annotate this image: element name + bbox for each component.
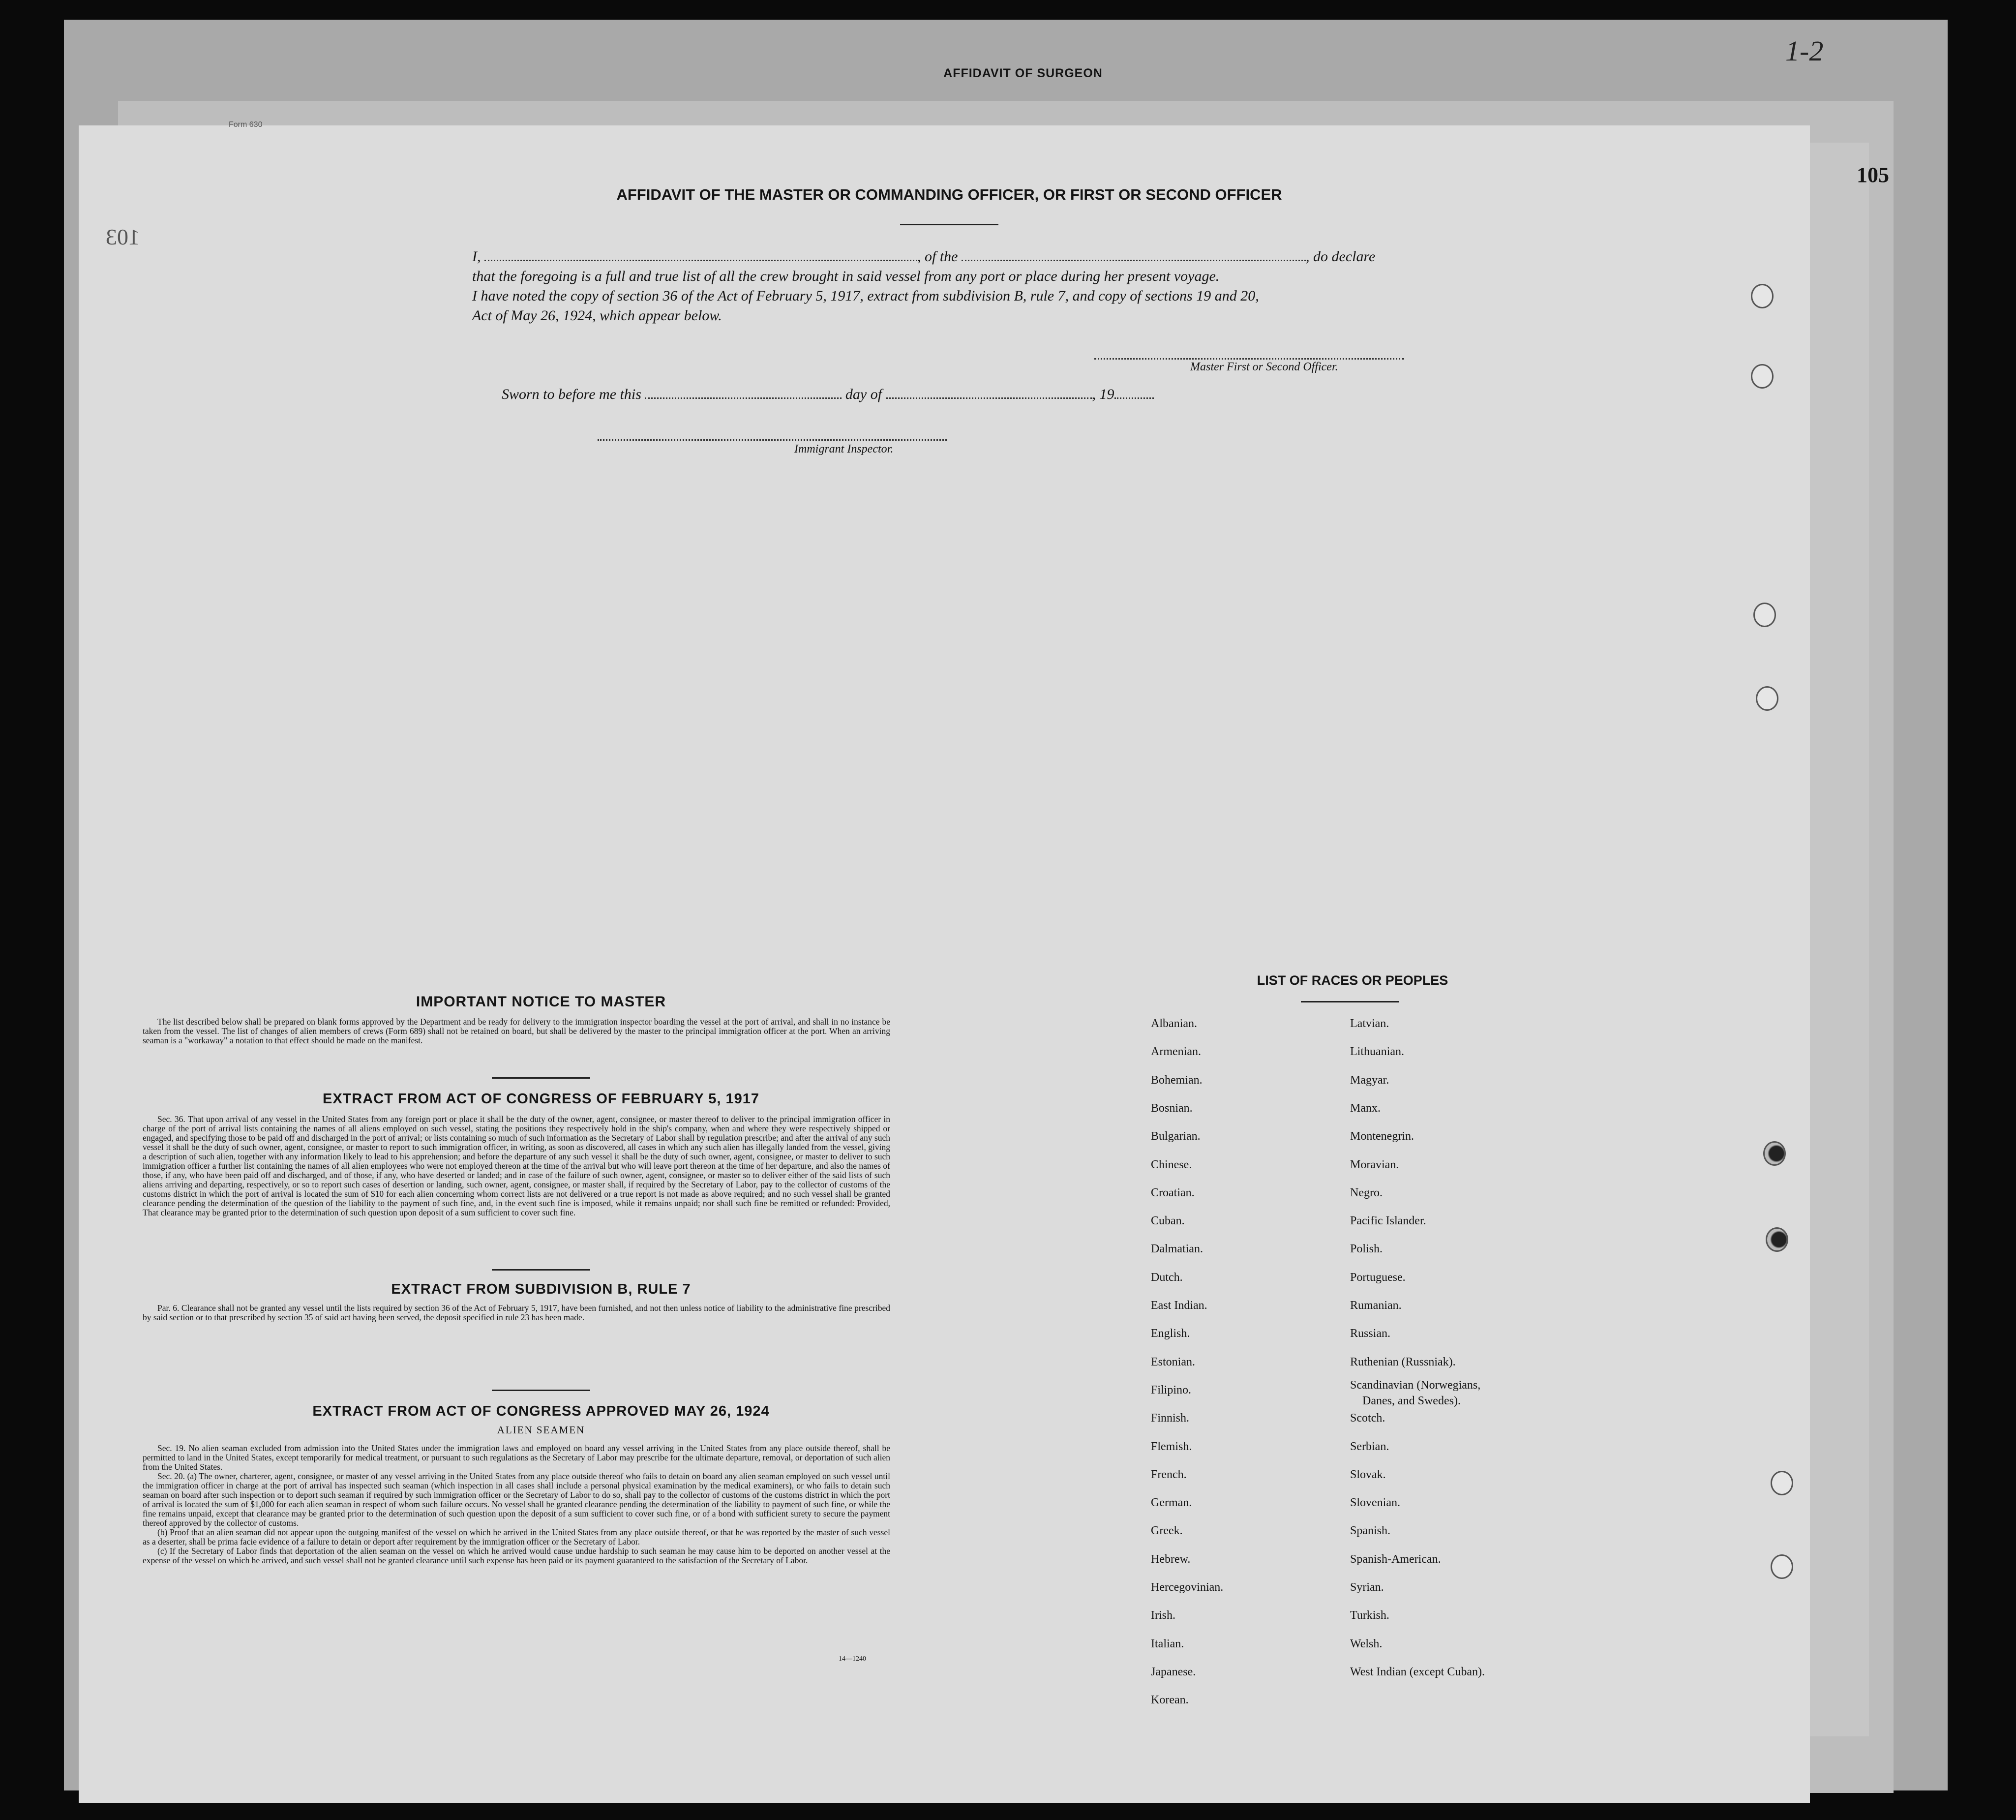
race-item: Negro. — [1350, 1186, 1383, 1199]
race-item: Cuban. — [1151, 1214, 1185, 1228]
race-item: Lithuanian. — [1350, 1045, 1404, 1059]
race-item: Latvian. — [1350, 1017, 1389, 1030]
margin-strip — [1810, 143, 1869, 1736]
section-36-paragraph: Sec. 36. That upon arrival of any vessel in the United States from any foreign port or place it shall be the duty of the owner, agent, consignee, or master thereof to deliver to the principal immigration officer in charge of the port of arrival lists containing the names of all aliens employed on such vessel, stating the positions they respectively hold in the ship's company, when and where they were respectively shipped or engaged, and specifying those to be paid off and discharged in the port of arrival; or lists containing so much of such information as the Secretary of Labor shall by regulation prescribe; and after the arrival of any such vessel it shall be the duty of such owner, agent, consignee, or master to report to such immigration officer, in writing, as soon as discovered, all cases in which any such alien has illegally landed from the vessel, giving a description of such alien, together with any information likely to lead to his apprehension; and before the departure of any such vessel it shall be the duty of such owner, agent, consignee, or master to deliver to such immigration officer a further list containing the names of all alien employees who were not employed thereon at the time of the arrival but who will leave port thereon at the time of her departure, and also the names of those, if any, who have been paid off and discharged, and of those, if any, who have deserted or landed; and in case of the failure of such owner, agent, consignee, or master so to deliver either of the said lists of such aliens arriving and departing, respectively, or so to report such cases of desertion or landing, such owner, agent, consignee, or master shall, if required by the Secretary of Labor, pay to the collector of customs of the customs district in which the port of arrival is located the sum of $10 for each alien concerning whom correct lists are not delivered or a true report is not made as above required; and no such vessel shall be granted clearance pending the determination of the question of the liability to the payment of such fine, and, in the event such fine is imposed, while it remains unpaid; nor shall such fine be remitted or refunded: Provided, That clearance may be granted prior to the determination of such question upon deposit of a sum sufficient to cover such fine. — [143, 1114, 890, 1217]
divider — [492, 1390, 590, 1391]
race-item: Greek. — [1151, 1524, 1183, 1538]
race-item: German. — [1151, 1496, 1192, 1510]
punch-hole — [1766, 1227, 1788, 1252]
race-item: Bulgarian. — [1151, 1130, 1201, 1143]
race-item: Portuguese. — [1350, 1271, 1406, 1284]
race-item: Japanese. — [1151, 1665, 1196, 1678]
race-item: Scotch. — [1350, 1412, 1385, 1425]
rule-7-paragraph: Par. 6. Clearance shall not be granted any vessel until the lists required by section 36 of the Act of February 5, 1917, have been furnished, and not then unless notice of liability to the administrative fine prescribed by said section or to that prescribed by section 35 of said act having been served, the deposit specified in rule 23 has been made. — [143, 1303, 890, 1322]
decl-i: I, — [472, 248, 481, 265]
race-item: Slovenian. — [1350, 1496, 1400, 1510]
race-item: Slovak. — [1350, 1468, 1386, 1481]
affidavit-title: AFFIDAVIT OF THE MASTER OR COMMANDING OFFICER, OR FIRST OR SECOND OFFICER — [616, 186, 1282, 203]
inspector-signature-line[interactable] — [598, 439, 947, 441]
divider — [1301, 1001, 1399, 1002]
declaration-line-4: Act of May 26, 1924, which appear below. — [472, 307, 722, 324]
bleed-through-number: 103 — [106, 224, 140, 249]
stamped-number: 105 — [1857, 163, 1889, 187]
punch-hole — [1763, 1141, 1786, 1166]
section-20c-paragraph: (c) If the Secretary of Labor finds that deportation of the alien seaman on the vessel on which he arrived would cause undue hardship to such seaman he may cause him to be deported on another vessel at the expense of the vessel on which he arrived, and such vessel shall not be granted clearance until such expense has been paid or its payment guaranteed to the satisfaction of the Secretary of Labor. — [143, 1546, 890, 1565]
race-item: East Indian. — [1151, 1299, 1207, 1312]
section-20b-paragraph: (b) Proof that an alien seaman did not appear upon the outgoing manifest of the vessel on which he arrived in the United States from any place outside thereof, or that he was reported by the master of such vessel as a deserter, shall be prima facie evidence of a failure to detain or deport after requirement by the immigration officer or the Secretary of Labor. — [143, 1527, 890, 1547]
race-item: Croatian. — [1151, 1186, 1195, 1199]
race-item: Finnish. — [1151, 1412, 1190, 1425]
extract-1917-text — [143, 1115, 890, 1217]
race-item: Albanian. — [1151, 1017, 1197, 1030]
race-item: Hercegovinian. — [1151, 1581, 1224, 1594]
race-item: Manx. — [1350, 1101, 1381, 1115]
race-item: French. — [1151, 1468, 1187, 1481]
divider — [492, 1269, 590, 1271]
race-item: Dalmatian. — [1151, 1243, 1203, 1256]
race-item: Magyar. — [1350, 1073, 1389, 1087]
race-item: Armenian. — [1151, 1045, 1201, 1059]
race-item: Serbian. — [1350, 1440, 1389, 1453]
notice-paragraph: The list described below shall be prepared on blank forms approved by the Department and be ready for delivery to the immigration inspector boarding the vessel at the port of arrival, and shall in no instance be taken from the vessel. The list of changes of alien members of crews (Form 689) shall not be retained on board, but shall be delivered by the master to the principal immigration officer at the port. When an arriving seaman is a "workaway" a notation to that effect should be made on the manifest. — [143, 1017, 890, 1045]
race-item: West Indian (except Cuban). — [1350, 1665, 1485, 1678]
punch-hole — [1753, 603, 1776, 627]
sworn-text: Sworn to before me this — [502, 386, 641, 402]
race-item: Rumanian. — [1350, 1299, 1402, 1312]
race-item: Irish. — [1151, 1609, 1175, 1622]
sworn-line — [502, 386, 1154, 403]
handwritten-mark: 1-2 — [1785, 35, 1824, 67]
section-19-paragraph: Sec. 19. No alien seaman excluded from admission into the United States under the immigration laws and employed on board any vessel arriving in the United States from any place outside thereof, shall be permitted to land in the United States, except temporarily for medical treatment, or pursuant to such regulations as the Secretary of Labor may prescribe for the ultimate departure, removal, or deportation of such alien from the United States. — [143, 1443, 890, 1472]
race-item: Spanish-American. — [1350, 1552, 1441, 1566]
punch-hole — [1751, 364, 1774, 389]
notice-text — [143, 1017, 890, 1045]
race-item: Chinese. — [1151, 1158, 1192, 1171]
race-item: Welsh. — [1350, 1637, 1383, 1650]
declaration-line-2: that the foregoing is a full and true list of all the crew brought in said vessel from any port or place during her present voyage. — [472, 268, 1220, 284]
races-title: LIST OF RACES OR PEOPLES — [1257, 973, 1448, 988]
master-signature-label: Master First or Second Officer. — [1190, 361, 1338, 373]
extract-1924-title: EXTRACT FROM ACT OF CONGRESS APPROVED MAY 26, 1924 — [312, 1403, 770, 1419]
race-item: Scandinavian (Norwegians, — [1350, 1378, 1481, 1392]
race-item: Moravian. — [1350, 1158, 1399, 1171]
race-item: Russian. — [1350, 1327, 1391, 1340]
race-item: Hebrew. — [1151, 1552, 1191, 1566]
sworn-year: , 19 — [1092, 386, 1114, 402]
sworn-day-blank[interactable] — [645, 387, 842, 399]
punch-hole — [1771, 1471, 1793, 1495]
race-item: Flemish. — [1151, 1440, 1192, 1453]
form-number: Form 630 — [229, 121, 263, 129]
punch-hole — [1771, 1554, 1793, 1579]
vessel-blank[interactable] — [962, 249, 1306, 261]
punch-hole — [1756, 686, 1778, 711]
race-item: English. — [1151, 1327, 1190, 1340]
race-item: Pacific Islander. — [1350, 1214, 1426, 1228]
race-item: Ruthenian (Russniak). — [1350, 1355, 1456, 1368]
race-item: Danes, and Swedes). — [1362, 1394, 1461, 1407]
rule-7-title: EXTRACT FROM SUBDIVISION B, RULE 7 — [391, 1281, 691, 1297]
race-item: Dutch. — [1151, 1271, 1183, 1284]
declaration-line-1 — [472, 248, 1375, 265]
rule-7-text — [143, 1304, 890, 1322]
surgeon-affidavit-heading: AFFIDAVIT OF SURGEON — [943, 66, 1103, 80]
race-item: Bohemian. — [1151, 1073, 1203, 1087]
decl-of-the: , of the — [917, 248, 958, 265]
race-item: Turkish. — [1350, 1609, 1389, 1622]
race-item: Montenegrin. — [1350, 1130, 1414, 1143]
divider — [900, 224, 998, 225]
sworn-year-blank[interactable] — [1114, 387, 1154, 399]
divider — [492, 1077, 590, 1079]
declaration-line-3: I have noted the copy of section 36 of the Act of February 5, 1917, extract from subdivision B, rule 7, and copy of sections 19 and 20, — [472, 288, 1259, 304]
race-item: Italian. — [1151, 1637, 1184, 1650]
extract-1924-text — [143, 1444, 890, 1565]
race-item: Polish. — [1350, 1243, 1383, 1256]
punch-hole — [1751, 284, 1774, 308]
race-item: Bosnian. — [1151, 1101, 1193, 1115]
inspector-signature-label: Immigrant Inspector. — [794, 443, 894, 455]
alien-seamen-subtitle: ALIEN SEAMEN — [497, 1424, 585, 1436]
race-item: Estonian. — [1151, 1355, 1195, 1368]
race-item: Filipino. — [1151, 1383, 1192, 1396]
master-signature-line[interactable] — [1094, 358, 1404, 360]
form-code: 14—1240 — [839, 1655, 866, 1663]
sworn-month-blank[interactable] — [886, 387, 1092, 399]
extract-1917-title: EXTRACT FROM ACT OF CONGRESS OF FEBRUARY 5, 1917 — [322, 1091, 760, 1107]
decl-do-declare: , do declare — [1306, 248, 1376, 265]
sworn-day-of: day of — [845, 386, 882, 402]
section-20a-paragraph: Sec. 20. (a) The owner, charterer, agent, consignee, or master of any vessel arriving in the United States from any place outside thereof who fails to detain on board any alien seaman employed on such vessel until the immigration officer in charge at the port of arrival has inspected such seaman (which inspection in all cases shall include a personal physical examination by the medical examiners), or who fails to detain such seaman on board after such inspection or to deport such seaman if required by such immigration officer or the Secretary of Labor to do so, shall pay to the collector of customs of the customs district in which the port of arrival is located the sum of $1,000 for each alien seaman in respect of whom such failure occurs. No vessel shall be granted clearance pending the determination of the liability to payment of such fine, or while the fine remains unpaid, except that clearance may be granted prior to the determination of such question upon the deposit of a sum sufficient to cover such fine, or of a bond with sufficient surety to secure the payment thereof approved by the collector of customs. — [143, 1471, 890, 1528]
race-item: Korean. — [1151, 1694, 1189, 1707]
race-item: Syrian. — [1350, 1581, 1384, 1594]
notice-title: IMPORTANT NOTICE TO MASTER — [416, 994, 666, 1010]
name-blank[interactable] — [484, 249, 917, 261]
race-item: Spanish. — [1350, 1524, 1391, 1538]
